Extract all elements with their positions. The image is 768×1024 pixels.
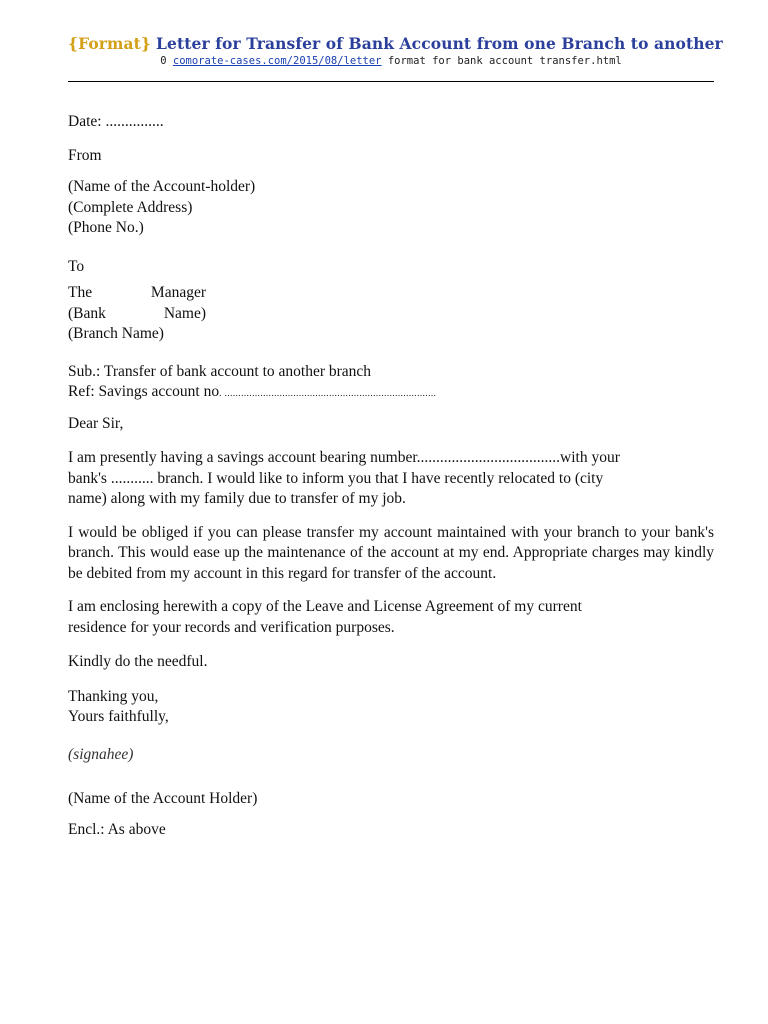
paragraph-1-line-2: bank's ........... branch. I would like to inform you that I have recently relocated to (city bbox=[68, 469, 604, 487]
from-label: From bbox=[68, 146, 102, 164]
sender-phone: (Phone No.) bbox=[68, 219, 144, 236]
url-suffix: format for bank account transfer.html bbox=[387, 55, 622, 67]
recipient-bank: (Bank bbox=[68, 304, 106, 322]
paragraph-3-line-2: residence for your records and verification purposes. bbox=[68, 618, 395, 636]
sender-name: (Name of the Account-holder) bbox=[68, 178, 256, 195]
date-line: Date: ............... bbox=[68, 113, 164, 130]
letter-body bbox=[68, 112, 714, 840]
paragraph-1-line-3: name) along with my family due to transfer of my job. bbox=[68, 490, 406, 507]
recipient-bank-name: Name) bbox=[163, 304, 206, 322]
sender-address: (Complete Address) bbox=[68, 198, 193, 216]
salutation: Dear Sir, bbox=[68, 414, 124, 432]
recipient-manager: Manager bbox=[150, 284, 206, 301]
url-prefix: 0 bbox=[160, 55, 167, 67]
paragraph-3 bbox=[68, 597, 714, 638]
signature: (signahee) bbox=[68, 745, 134, 763]
recipient-line-1 bbox=[68, 283, 206, 304]
subject-line: Sub.: Transfer of bank account to another branch bbox=[68, 362, 372, 380]
recipient-block bbox=[68, 283, 714, 345]
account-holder-name: (Name of the Account Holder) bbox=[68, 790, 258, 807]
title-text: Letter for Transfer of Bank Account from one Branch to another bbox=[156, 34, 723, 53]
to-label: To bbox=[68, 257, 85, 275]
reference-line bbox=[68, 382, 714, 404]
closing-yours: Yours faithfully, bbox=[68, 708, 169, 725]
document-header bbox=[68, 34, 723, 67]
paragraph-1 bbox=[68, 448, 714, 510]
format-tag: {Format} bbox=[68, 34, 151, 53]
closing-thanks: Thanking you, bbox=[68, 687, 159, 705]
url-link[interactable]: comorate-cases.com/2015/08/letter bbox=[172, 55, 382, 67]
recipient-the: The bbox=[68, 284, 93, 301]
sender-block bbox=[68, 177, 714, 239]
source-url bbox=[68, 55, 714, 67]
reference-dots: . ............................................................................. bbox=[219, 388, 437, 398]
request-line: Kindly do the needful. bbox=[68, 653, 208, 670]
subject-block bbox=[68, 362, 714, 404]
header-divider bbox=[68, 81, 714, 82]
page-title bbox=[68, 34, 723, 53]
paragraph-3-line-1: I am enclosing herewith a copy of the Leave and License Agreement of my current bbox=[68, 598, 582, 615]
reference-label: Ref: Savings account no bbox=[68, 383, 220, 400]
closing-block bbox=[68, 687, 714, 728]
recipient-line-2 bbox=[68, 304, 206, 325]
paragraph-2: I would be obliged if you can please transfer my account maintained with your branch to your bank's branch. This would ease up the maintenance of the account at my end. Appropriate charges may kindly be debited from my account in this regard for transfer of the account. bbox=[68, 523, 714, 582]
enclosure-line: Encl.: As above bbox=[68, 820, 166, 838]
recipient-branch: (Branch Name) bbox=[68, 325, 164, 342]
paragraph-1-line-1: I am presently having a savings account bearing number.....................................with your bbox=[68, 449, 620, 466]
